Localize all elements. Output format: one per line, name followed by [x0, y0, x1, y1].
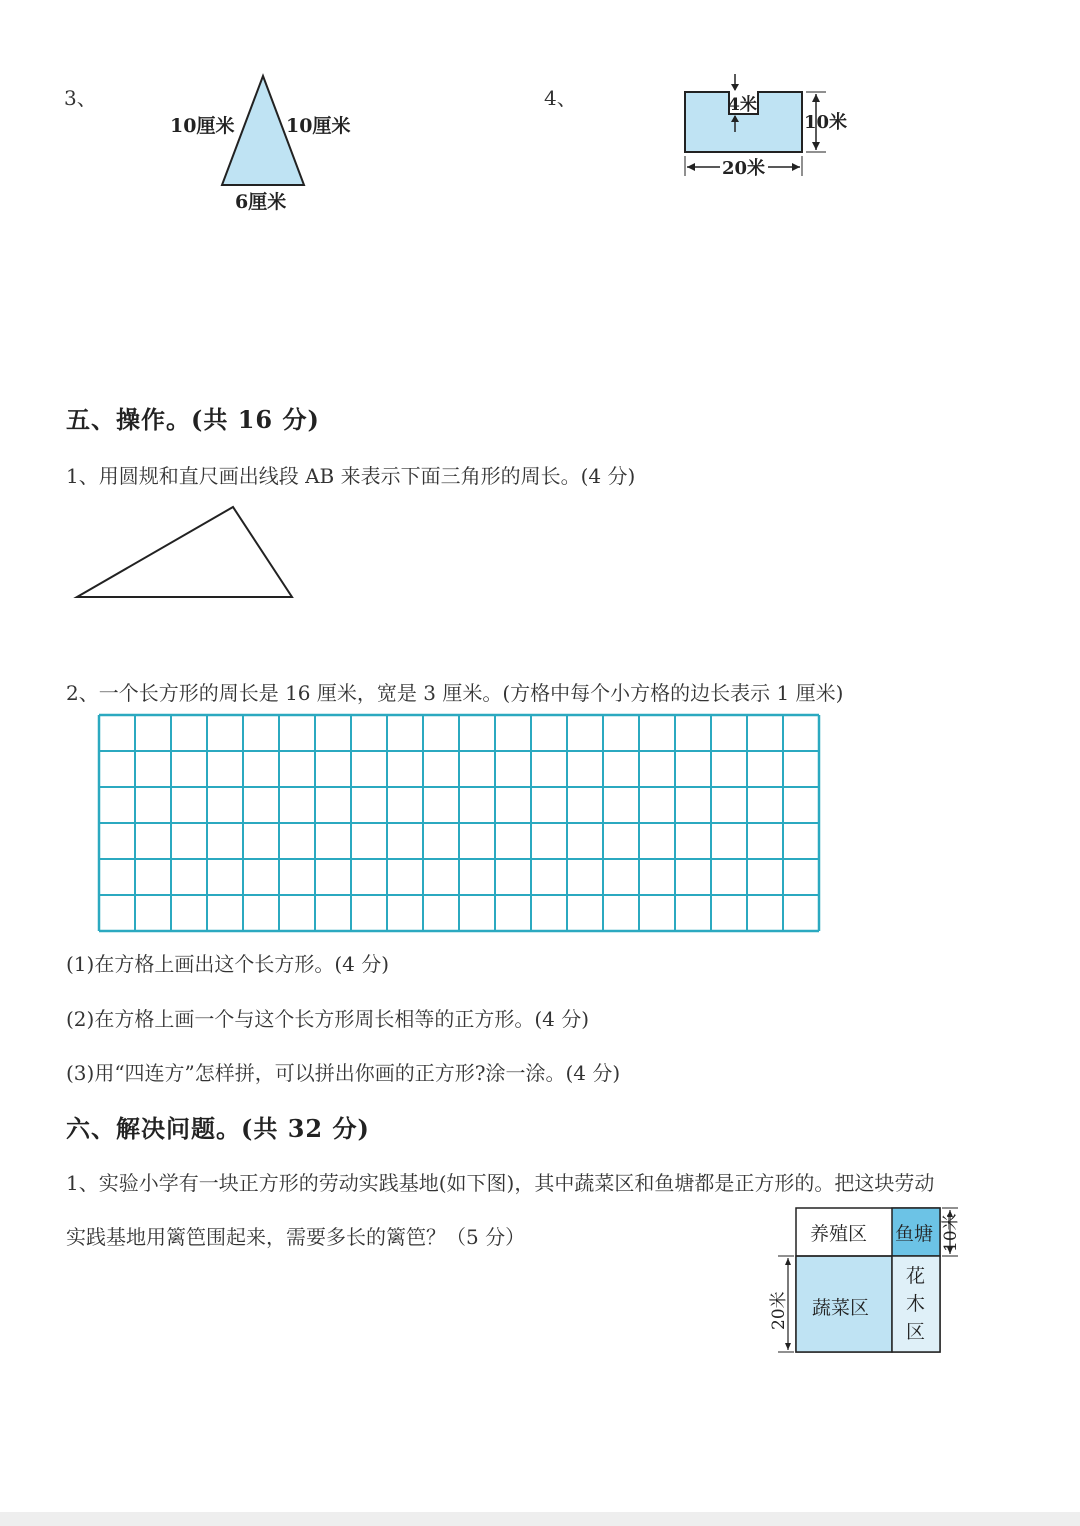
q3-number: 3、	[64, 86, 97, 110]
q3-right-label: 10厘米	[286, 115, 351, 137]
veg-zone-label: 蔬菜区	[812, 1297, 870, 1319]
q4-notched-rectangle	[670, 70, 860, 190]
flower-zone-label-2: 木	[906, 1293, 926, 1315]
base-layout-figure	[760, 1200, 980, 1360]
breeding-zone-label: 养殖区	[810, 1223, 868, 1245]
top-dim-label: 10米	[941, 1213, 961, 1252]
section6-q1-line1: 1、实验小学有一块正方形的劳动实践基地(如下图)，其中蔬菜区和鱼塘都是正方形的。把这块劳动	[66, 1171, 935, 1195]
section5-title: 五、操作。(共 16 分)	[66, 405, 320, 434]
q4-number: 4、	[544, 86, 577, 110]
q3-left-label: 10厘米	[170, 115, 235, 137]
section6-q1-line2: 实践基地用篱笆围起来，需要多长的篱笆？（5 分）	[66, 1225, 526, 1249]
flower-zone-label-3: 区	[906, 1321, 926, 1343]
q3-isosceles-triangle	[160, 70, 360, 220]
section5-sub2: (2)在方格上画一个与这个长方形周长相等的正方形。(4 分)	[66, 1007, 590, 1031]
left-dim-label: 20米	[769, 1291, 789, 1330]
q4-width-label: 20米	[722, 158, 766, 179]
q4-notch-label: 4米	[728, 95, 757, 115]
flower-zone-label-1: 花	[906, 1265, 926, 1287]
section5-sub1: (1)在方格上画出这个长方形。(4 分)	[66, 952, 390, 976]
section5-q2: 2、一个长方形的周长是 16 厘米，宽是 3 厘米。(方格中每个小方格的边长表示 1 厘米)	[66, 681, 844, 705]
section5-sub3: (3)用“四连方”怎样拼，可以拼出你画的正方形?涂一涂。(4 分)	[66, 1061, 621, 1085]
section5-q1: 1、用圆规和直尺画出线段 AB 来表示下面三角形的周长。(4 分)	[66, 464, 636, 488]
section6-title: 六、解决问题。(共 32 分)	[66, 1114, 370, 1143]
square-grid[interactable]	[96, 712, 826, 936]
scalene-triangle	[70, 500, 310, 610]
fish-pond-label: 鱼塘	[895, 1223, 934, 1245]
q3-bottom-label: 6厘米	[235, 191, 287, 213]
page-footer-bar	[0, 1512, 1080, 1526]
q4-height-label: 10米	[804, 112, 848, 133]
